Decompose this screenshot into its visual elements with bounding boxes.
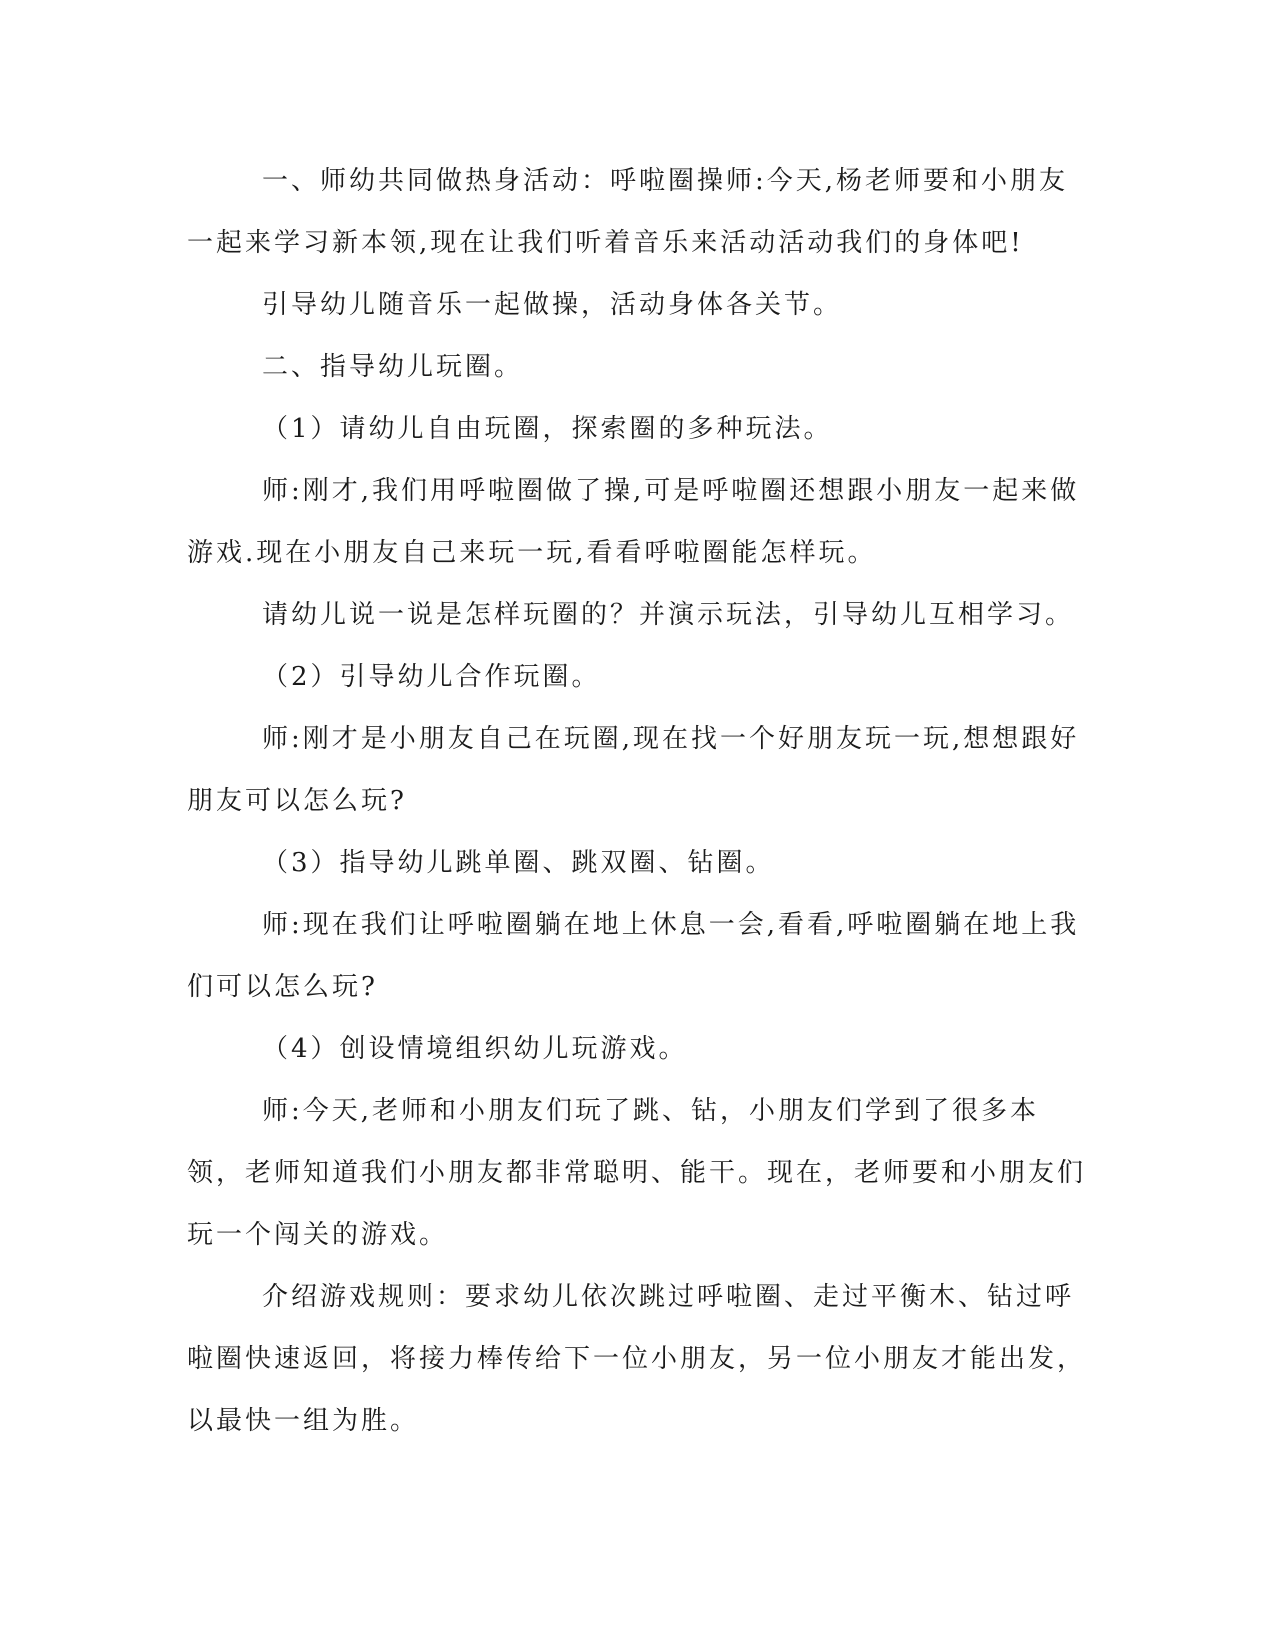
paragraph-step-2: （2）引导幼儿合作玩圈。 xyxy=(262,662,601,692)
paragraph-teacher-1: 师:刚才,我们用呼啦圈做了操,可是呼啦圈还想跟小朋友一起来做游戏.现在小朋友自己来玩一玩,看看呼啦圈能怎样玩。 xyxy=(187,476,1080,568)
document-body xyxy=(187,150,1087,1452)
paragraph-teacher-3: 师:现在我们让呼啦圈躺在地上休息一会,看看,呼啦圈躺在地上我们可以怎么玩? xyxy=(187,910,1080,1002)
paragraph-game-rules: 介绍游戏规则：要求幼儿依次跳过呼啦圈、走过平衡木、钻过呼啦圈快速返回，将接力棒传给下一位小朋友，另一位小朋友才能出发，以最快一组为胜。 xyxy=(187,1282,1087,1436)
paragraph-section-two: 二、指导幼儿玩圈。 xyxy=(262,352,524,382)
paragraph-warmup: 一、师幼共同做热身活动：呼啦圈操师:今天,杨老师要和小朋友一起来学习新本领,现在让我们听着音乐来活动活动我们的身体吧! xyxy=(187,166,1069,258)
paragraph-step-1: （1）请幼儿自由玩圈，探索圈的多种玩法。 xyxy=(262,414,833,444)
paragraph-warmup-guide: 引导幼儿随音乐一起做操，活动身体各关节。 xyxy=(262,290,843,320)
paragraph-step-3: （3）指导幼儿跳单圈、跳双圈、钻圈。 xyxy=(262,848,775,878)
paragraph-teacher-2: 师:刚才是小朋友自己在玩圈,现在找一个好朋友玩一玩,想想跟好朋友可以怎么玩? xyxy=(187,724,1080,816)
paragraph-demo: 请幼儿说一说是怎样玩圈的？并演示玩法，引导幼儿互相学习。 xyxy=(262,600,1075,630)
paragraph-teacher-4: 师:今天,老师和小朋友们玩了跳、钻，小朋友们学到了很多本领，老师知道我们小朋友都非常聪明、能干。现在，老师要和小朋友们玩一个闯关的游戏。 xyxy=(187,1096,1087,1250)
paragraph-step-4: （4）创设情境组织幼儿玩游戏。 xyxy=(262,1034,688,1064)
